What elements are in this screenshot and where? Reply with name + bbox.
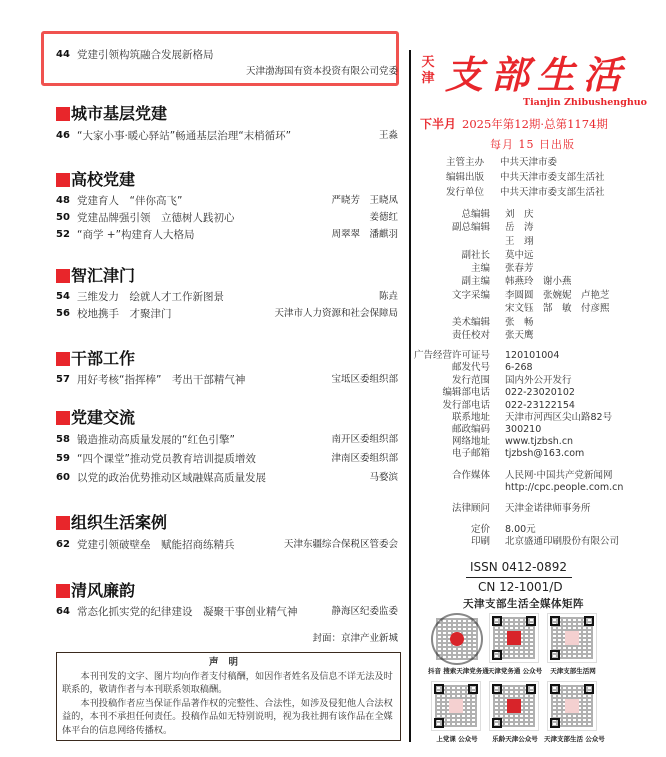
red-square-icon [56,173,70,187]
article-author: 王淼 [378,130,398,141]
article-title: 校地携手 才聚津门 [77,308,172,320]
page-number: 57 [56,374,70,385]
page-number: 50 [56,212,70,223]
red-square-icon [56,352,70,366]
section-heading: 组织生活案例 [56,513,167,533]
article-title: “商学 +”构建育人大格局 [77,229,195,241]
red-square-icon [56,584,70,598]
statement-box [56,652,401,741]
toc-entry[interactable] [56,372,398,388]
red-square-icon [56,269,70,283]
qr-label: 上党课 公众号 [436,735,478,743]
page-number: 62 [56,539,70,550]
section-heading: 智汇津门 [56,266,135,286]
section-heading: 干部工作 [56,349,135,369]
section-heading: 城市基层党建 [56,104,167,124]
article-author: 姜德红 [369,212,398,223]
page-number: 52 [56,229,70,240]
issn-number: ISSN 0412-0892 [470,560,567,574]
article-author: 天津东疆综合保税区管委会 [283,539,398,550]
statement-paragraph: 本刊投稿作者应当保证作品著作权的完整性、合法性，如涉及侵犯他人合法权益的，本刊不承担任何责任。投稿作品如无特别说明，视为我社拥有该作品在全媒体平台的信息网络传播权。 [62,697,393,736]
qr-label: 天津支部生活网 [550,667,596,675]
page-number: 56 [56,308,70,319]
qr-label: 天津支部生活 公众号 [544,735,605,743]
article-author: 周翠翠 潘麒羽 [331,229,398,240]
article-title: 以党的政治优势推动区域融媒高质量发展 [77,472,266,484]
page-number: 48 [56,195,70,206]
article-title: 三维发力 绘就人才工作新图景 [77,291,224,303]
article-title: 锻造推动高质量发展的“红色引擎” [77,434,235,446]
qr-label: 乐龄天津公众号 [492,735,538,743]
website-link[interactable]: www.tjzbsh.cn [505,436,574,447]
page-number: 46 [56,130,70,141]
toc-entry[interactable] [56,210,398,226]
qr-code-icon[interactable] [489,681,539,731]
cover-note: 封面：京津产业新城 [312,633,398,644]
page-number: 58 [56,434,70,445]
article-author: 陈垚 [378,291,398,302]
statement-paragraph: 本刊刊发的文字、图片均向作者支付稿酬，如因作者姓名及信息不详无法及时联系的，敬请作者与本刊联系领取稿酬。 [62,670,393,696]
masthead-title: 支部生活 [445,52,630,97]
issn-divider [466,577,572,578]
article-author: 静海区纪委监委 [331,606,398,617]
red-square-icon [56,107,70,121]
half-month-label: 下半月 [420,117,457,131]
qr-label: 抖音 搜索天津党务通 [428,667,489,675]
page-number: 60 [56,472,70,483]
article-author: 天津渤海国有资本投资有限公司党委 [245,66,398,77]
red-square-icon [56,411,70,425]
partner-media-link[interactable]: http://cpc.people.com.cn [505,482,624,493]
email-link[interactable]: tjzbsh@163.com [505,448,585,459]
masthead-prefix: 天津 [421,55,435,86]
toc-entry[interactable] [56,193,398,209]
toc-entry[interactable] [56,227,398,243]
toc-entry[interactable] [56,451,398,467]
page-number: 64 [56,606,70,617]
section-heading: 党建交流 [56,408,135,428]
toc-entry[interactable] [56,306,398,322]
section-heading: 清风廉韵 [56,581,135,601]
article-author: 宝坻区委组织部 [331,374,398,385]
article-title: 党建引领构筑融合发展新格局 [77,49,214,61]
media-matrix-title: 天津支部生活全媒体矩阵 [463,598,584,610]
qr-code-icon[interactable] [547,681,597,731]
article-author: 津南区委组织部 [331,453,398,464]
article-title: 党建品牌强引领 立德树人践初心 [77,212,235,224]
toc-entry-highlighted[interactable] [56,47,398,63]
statement-title: 声明 [208,657,248,668]
article-author: 南开区委组织部 [331,434,398,445]
article-author: 马婺滨 [369,472,398,483]
douyin-qr-icon[interactable] [431,613,483,665]
toc-entry[interactable] [56,289,398,305]
issue-number: 2025年第12期·总第1174期 [462,117,608,131]
issue-line [420,115,608,132]
page-number: 59 [56,453,70,464]
qr-code-icon[interactable] [431,681,481,731]
article-author: 严晓芳 王晓凤 [331,195,398,206]
toc-entry[interactable] [56,604,398,620]
page-number: 54 [56,291,70,302]
article-title: 常态化抓实党的纪律建设 凝聚干事创业精气神 [77,606,298,618]
toc-entry[interactable] [56,537,398,553]
column-divider [409,50,411,742]
qr-label: 天津党务通 公众号 [487,667,543,675]
article-title: 党建育人 “伴你高飞” [77,195,183,207]
article-title: 用好考核“指挥棒” 考出干部精气神 [77,374,246,386]
article-author: 天津市人力资源和社会保障局 [274,308,398,319]
publish-date: 每月 15 日出版 [490,138,575,151]
article-title: “大家小事·暖心驿站”畅通基层治理“末梢循环” [77,130,292,142]
page-number: 44 [56,49,70,60]
toc-entry[interactable] [56,128,398,144]
cn-number: CN 12-1001/D [478,580,563,594]
toc-entry[interactable] [56,432,398,448]
toc-entry-highlighted-author-row [56,64,398,80]
section-heading: 高校党建 [56,170,135,190]
masthead-pinyin: Tianjin Zhibushenghuo [523,97,648,108]
qr-code-icon[interactable] [547,613,597,663]
toc-entry[interactable] [56,470,398,486]
qr-code-icon[interactable] [489,613,539,663]
article-title: 党建引领破壁垒 赋能招商练精兵 [77,539,235,551]
red-square-icon [56,516,70,530]
article-title: “四个课堂”推动党员教育培训提质增效 [77,453,256,465]
